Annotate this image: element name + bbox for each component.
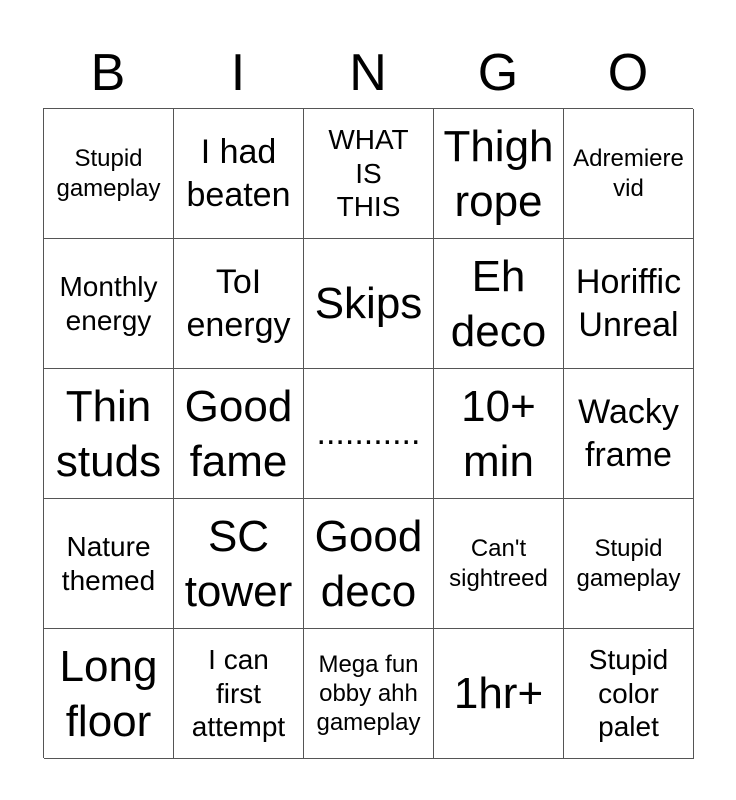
cell-text: ........... xyxy=(316,414,421,453)
header-letter-g: G xyxy=(477,44,519,102)
cell-text: Stupid gameplay xyxy=(576,535,681,592)
bingo-cell-r4c2[interactable] xyxy=(174,499,304,629)
bingo-cell-r1c1[interactable] xyxy=(44,109,174,239)
cell-text: Can't sightreed xyxy=(449,535,548,592)
cell-text: Mega fun obby ahh gameplay xyxy=(316,650,421,737)
header-letter-n: N xyxy=(349,44,387,102)
cell-text: Horiffic Unreal xyxy=(575,263,682,344)
cell-text: Good fame xyxy=(184,381,293,486)
cell-text: Monthly energy xyxy=(59,270,158,336)
bingo-cell-r3c5[interactable] xyxy=(564,369,694,499)
bingo-cell-r1c4[interactable] xyxy=(434,109,564,239)
header-letter-i: I xyxy=(230,44,246,102)
bingo-cell-r3c2[interactable] xyxy=(174,369,304,499)
bingo-cell-r4c1[interactable] xyxy=(44,499,174,629)
cell-text: 10+ min xyxy=(461,381,536,486)
bingo-cell-r1c2[interactable] xyxy=(174,109,304,239)
header-letter-b: B xyxy=(90,44,126,102)
bingo-cell-r5c3[interactable] xyxy=(304,629,434,759)
bingo-cell-r4c5[interactable] xyxy=(564,499,694,629)
cell-text: Long floor xyxy=(59,641,158,746)
cell-text: Skips xyxy=(314,279,423,328)
bingo-cell-r1c3[interactable] xyxy=(304,109,434,239)
cell-text: Nature themed xyxy=(61,530,156,596)
cell-text: Good deco xyxy=(314,511,423,616)
bingo-cell-r2c1[interactable] xyxy=(44,239,174,369)
cell-text: I had beaten xyxy=(186,133,291,214)
bingo-cell-r4c4[interactable] xyxy=(434,499,564,629)
cell-text: Wacky frame xyxy=(578,393,679,474)
bingo-cell-r2c3[interactable] xyxy=(304,239,434,369)
bingo-cell-r5c1[interactable] xyxy=(44,629,174,759)
bingo-header xyxy=(43,40,693,108)
cell-text: I can first attempt xyxy=(191,644,286,743)
bingo-cell-r5c2[interactable] xyxy=(174,629,304,759)
header-letter-o: O xyxy=(607,44,649,102)
bingo-cell-r3c3[interactable] xyxy=(304,369,434,499)
bingo-cell-r2c4[interactable] xyxy=(434,239,564,369)
cell-text: Thigh rope xyxy=(443,121,554,226)
bingo-cell-r5c4[interactable] xyxy=(434,629,564,759)
cell-text: Eh deco xyxy=(450,251,547,356)
bingo-card xyxy=(43,108,693,758)
cell-text: ToI energy xyxy=(186,263,291,344)
bingo-cell-r4c3[interactable] xyxy=(304,499,434,629)
bingo-cell-r5c5[interactable] xyxy=(564,629,694,759)
cell-text: 1hr+ xyxy=(453,669,544,718)
cell-text: Stupid color palet xyxy=(588,644,669,743)
cell-text: Adremiere vid xyxy=(573,145,684,202)
bingo-cell-r2c5[interactable] xyxy=(564,239,694,369)
bingo-cell-r3c1[interactable] xyxy=(44,369,174,499)
cell-text: Stupid gameplay xyxy=(56,145,161,202)
bingo-cell-r3c4[interactable] xyxy=(434,369,564,499)
cell-text: WHAT IS THIS xyxy=(328,124,409,223)
bingo-cell-r1c5[interactable] xyxy=(564,109,694,239)
cell-text: Thin studs xyxy=(55,381,162,486)
bingo-cell-r2c2[interactable] xyxy=(174,239,304,369)
cell-text: SC tower xyxy=(184,511,293,616)
